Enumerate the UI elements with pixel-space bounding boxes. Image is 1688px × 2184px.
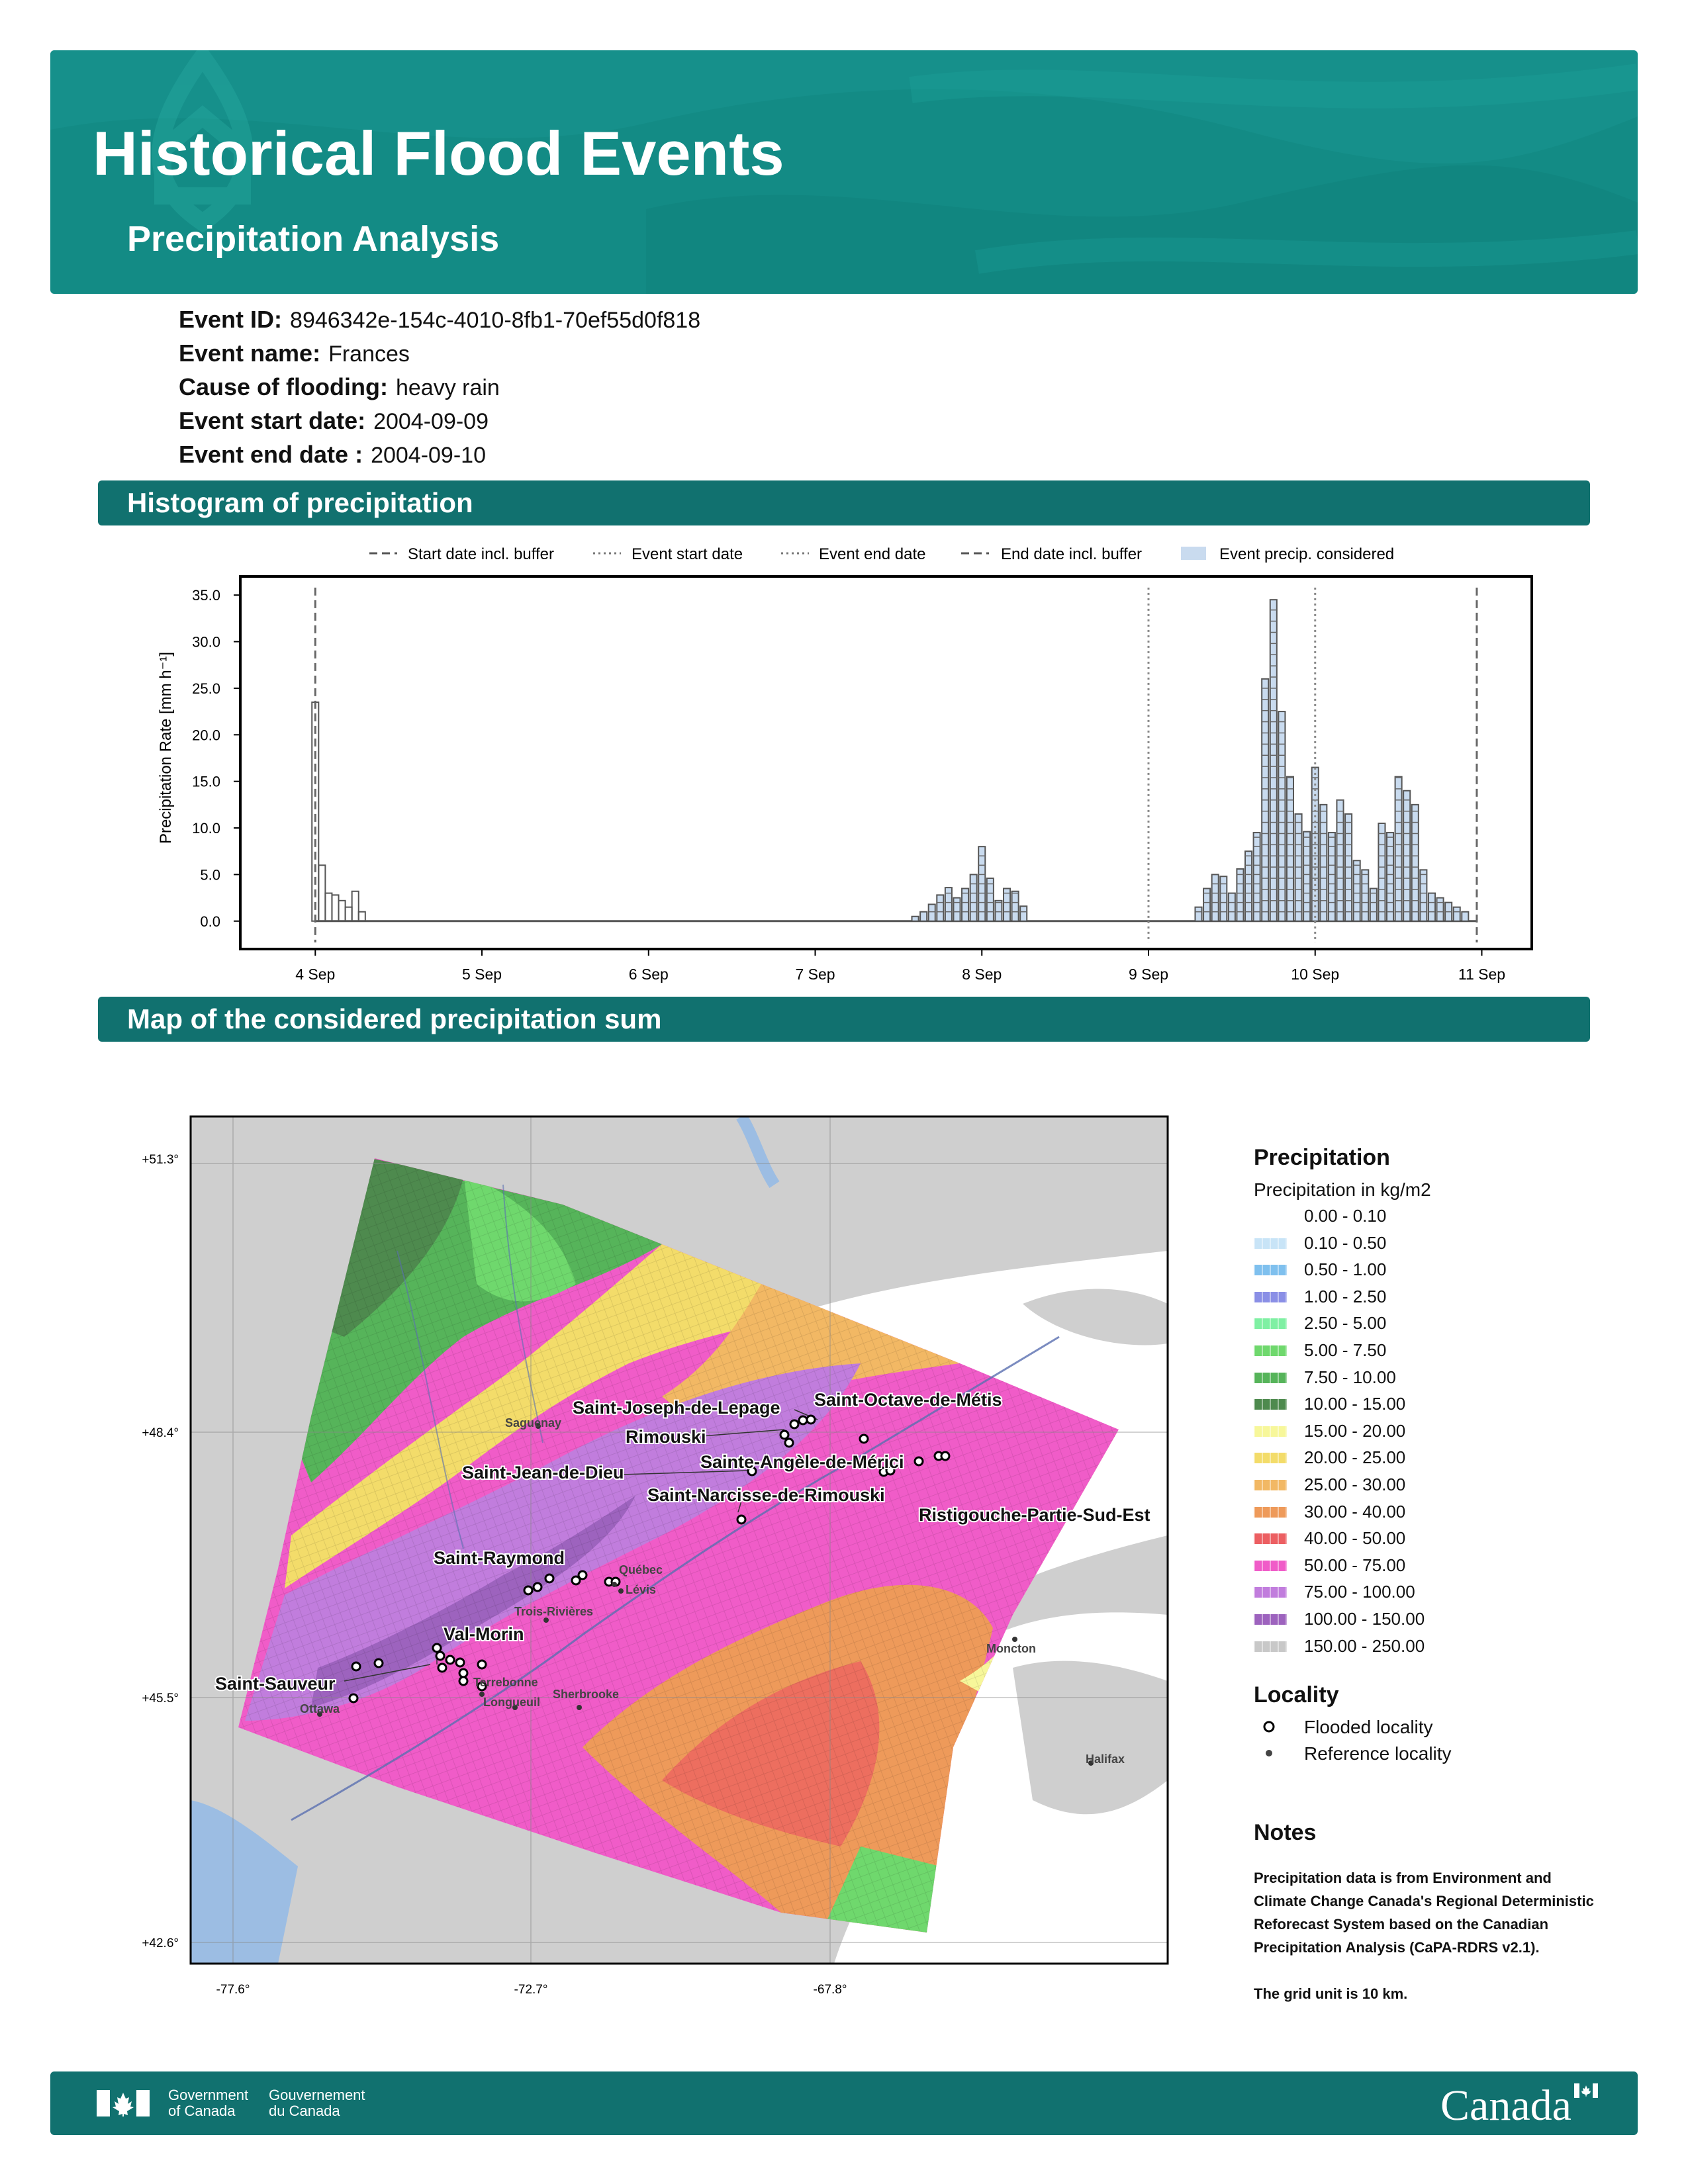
flooded-marker <box>790 1420 798 1428</box>
flooded-marker <box>545 1574 553 1582</box>
reference-marker <box>1012 1637 1017 1642</box>
flooded-marker <box>807 1416 815 1424</box>
event-name-row <box>179 340 410 367</box>
y-tick-label: 5.0 <box>200 866 220 884</box>
legend-swatch <box>1254 1426 1287 1437</box>
histogram-bar <box>995 901 1002 921</box>
legend-event-end: Event end date <box>819 545 926 563</box>
histogram-bar <box>1220 876 1227 921</box>
legend-class-label: 15.00 - 20.00 <box>1304 1420 1406 1441</box>
legend-class-label: 50.00 - 75.00 <box>1304 1555 1406 1575</box>
legend-class-label: 1.00 - 2.50 <box>1304 1286 1387 1306</box>
legend-class-label: 2.50 - 5.00 <box>1304 1313 1387 1334</box>
x-tick-label: 8 Sep <box>962 966 1002 983</box>
legend-class-label: 20.00 - 25.00 <box>1304 1447 1406 1468</box>
gov-fr-line2: du Canada <box>269 2103 340 2119</box>
flooded-marker <box>446 1656 454 1664</box>
reference-label: Halifax <box>1086 1752 1125 1766</box>
histogram-bar <box>325 893 332 921</box>
footer-bar <box>50 2071 1638 2135</box>
flooded-locality-legend-label: Flooded locality <box>1304 1717 1433 1737</box>
legend-swatch <box>1254 1373 1287 1383</box>
flooded-marker <box>478 1661 486 1668</box>
flooded-marker <box>459 1669 467 1677</box>
flooded-marker <box>459 1677 467 1685</box>
flooded-marker <box>860 1435 868 1443</box>
precipitation-legend-title: Precipitation <box>1254 1145 1390 1170</box>
flooded-marker <box>436 1652 444 1660</box>
histogram-y-axis-label: Precipitation Rate [mm h⁻¹] <box>157 651 175 844</box>
reference-marker <box>577 1705 582 1710</box>
y-tick-label: 10.0 <box>192 820 220 837</box>
event-id-row <box>179 306 700 334</box>
legend-swatch <box>1254 1480 1287 1490</box>
legend-class-label: 25.00 - 30.00 <box>1304 1475 1406 1494</box>
legend-swatch <box>1254 1399 1287 1410</box>
histogram-bar <box>1336 800 1343 921</box>
locality-label: Sainte-Angèle-de-Mérici <box>700 1452 904 1472</box>
legend-class-label: 10.00 - 15.00 <box>1304 1394 1406 1414</box>
section-map-header: Map of the considered precipitation sum <box>98 997 1590 1042</box>
x-tick-label: 4 Sep <box>295 966 336 983</box>
histogram-bar <box>1454 907 1460 921</box>
locality-label: Saint-Joseph-de-Lepage <box>573 1398 780 1418</box>
flooded-marker <box>579 1571 586 1579</box>
histogram-bar <box>1420 870 1427 921</box>
locality-label: Saint-Sauveur <box>215 1674 336 1694</box>
reference-marker <box>543 1617 549 1623</box>
y-tick-label: 35.0 <box>192 587 220 604</box>
histogram-bar <box>945 887 952 921</box>
legend-swatch <box>1254 1265 1287 1275</box>
histogram-bar <box>312 702 318 921</box>
histogram-bar <box>1229 893 1235 921</box>
event-name-label: Event name: <box>179 340 321 367</box>
lon-tick: -72.7° <box>514 1983 548 1997</box>
lat-tick: +42.6° <box>142 1936 179 1950</box>
gov-en-line2: of Canada <box>168 2103 236 2119</box>
canada-wordmark: Canada <box>1440 2081 1571 2130</box>
histogram-bar <box>1245 851 1252 921</box>
histogram-bar <box>1237 869 1243 921</box>
legend-swatch <box>1254 1614 1287 1625</box>
flooded-marker <box>456 1659 464 1666</box>
legend-swatch <box>1254 1238 1287 1249</box>
legend-swatch <box>1254 1292 1287 1302</box>
legend-class-label: 7.50 - 10.00 <box>1304 1367 1396 1387</box>
legend-swatch <box>1254 1641 1287 1652</box>
event-id-label: Event ID: <box>179 306 283 333</box>
histogram-bar <box>1378 823 1385 921</box>
reference-label: Moncton <box>986 1642 1036 1655</box>
x-tick-label: 11 Sep <box>1458 966 1506 983</box>
legend-swatch <box>1254 1453 1287 1463</box>
flooded-marker <box>433 1644 441 1652</box>
event-end-label: Event end date : <box>179 441 363 468</box>
event-cause-label: Cause of flooding: <box>179 373 388 400</box>
legend-class-label: 40.00 - 50.00 <box>1304 1528 1406 1549</box>
flooded-marker <box>352 1662 360 1670</box>
flooded-marker <box>941 1452 949 1460</box>
histogram-bar <box>1303 832 1310 921</box>
histogram-bar <box>920 912 927 921</box>
legend-class-label: 75.00 - 100.00 <box>1304 1582 1415 1602</box>
legend-swatch <box>1254 1345 1287 1356</box>
y-tick-label: 30.0 <box>192 633 220 651</box>
histogram-bar <box>987 878 994 921</box>
reference-label: Lévis <box>626 1583 657 1596</box>
reference-locality-legend-icon <box>1261 1745 1277 1761</box>
histogram-bar <box>1395 777 1402 921</box>
flooded-marker <box>785 1439 793 1447</box>
histogram-legend <box>369 545 1394 563</box>
histogram-bar <box>339 901 346 921</box>
event-id-value: 8946342e-154c-4010-8fb1-70ef55d0f818 <box>290 308 701 333</box>
reference-marker <box>612 1582 617 1587</box>
histogram-bar <box>359 912 365 921</box>
legend-event-start: Event start date <box>632 545 743 563</box>
event-end-row <box>179 441 486 469</box>
histogram-bar <box>346 907 352 921</box>
histogram-bar <box>1195 907 1201 921</box>
y-tick-label: 20.0 <box>192 727 220 744</box>
legend-considered-swatch <box>1181 547 1206 560</box>
reference-label: Trois-Rivières <box>514 1605 594 1618</box>
flooded-marker <box>780 1431 788 1439</box>
histogram-bar <box>318 865 325 921</box>
locality-label: Rimouski <box>626 1427 706 1447</box>
histogram-bar <box>1020 906 1027 921</box>
reference-label: Ottawa <box>300 1702 340 1715</box>
lat-tick: +51.3° <box>142 1153 179 1167</box>
legend-swatch <box>1254 1561 1287 1571</box>
legend-class-label: 0.00 - 0.10 <box>1304 1206 1387 1226</box>
flooded-marker <box>438 1664 446 1672</box>
histogram-bar <box>1287 777 1293 921</box>
flooded-locality-legend-icon <box>1261 1719 1277 1735</box>
histogram-bar <box>332 895 338 921</box>
lat-tick: +45.5° <box>142 1692 179 1706</box>
y-tick-label: 25.0 <box>192 680 220 697</box>
event-cause-value: heavy rain <box>395 375 500 400</box>
histogram-bar <box>912 917 919 921</box>
x-tick-label: 10 Sep <box>1291 966 1340 983</box>
histogram-bar <box>929 904 935 921</box>
precipitation-legend-subtitle: Precipitation in kg/m2 <box>1254 1179 1431 1200</box>
histogram-bar <box>1012 891 1019 921</box>
legend-swatch <box>1254 1533 1287 1544</box>
x-tick-label: 9 Sep <box>1128 966 1169 983</box>
histogram-bar <box>1329 833 1335 921</box>
precipitation-histogram <box>0 529 1688 993</box>
histogram-bar <box>1362 870 1368 921</box>
x-tick-label: 7 Sep <box>795 966 835 983</box>
notes-grid-unit: The grid unit is 10 km. <box>1254 1985 1408 2002</box>
legend-class-label: 30.00 - 40.00 <box>1304 1501 1406 1522</box>
histogram-bar <box>1437 898 1444 921</box>
legend-swatch <box>1254 1318 1287 1329</box>
legend-swatch <box>1254 1507 1287 1518</box>
histogram-bar <box>1212 874 1219 921</box>
gov-en-line1: Government <box>168 2087 249 2103</box>
legend-class-label: 0.10 - 0.50 <box>1304 1232 1387 1253</box>
flooded-marker <box>524 1586 532 1594</box>
wordmark-flag-icon <box>1574 2083 1598 2098</box>
section-histogram-header: Histogram of precipitation <box>98 480 1590 525</box>
notes-body <box>1254 1866 1598 2005</box>
event-end-value: 2004-09-10 <box>371 443 486 468</box>
canada-flag-icon <box>97 2090 150 2116</box>
event-cause-row <box>179 373 500 401</box>
page-title: Historical Flood Events <box>93 118 784 188</box>
lat-tick: +48.4° <box>142 1426 179 1440</box>
legend-class-label: 5.00 - 7.50 <box>1304 1340 1387 1360</box>
legend-swatch <box>1254 1587 1287 1598</box>
lon-tick: -67.8° <box>813 1983 847 1997</box>
legend-class-label: 100.00 - 150.00 <box>1304 1609 1425 1629</box>
locality-label: Ristigouche-Partie-Sud-Est <box>919 1505 1150 1525</box>
legend-swatch <box>1254 1211 1287 1222</box>
y-tick-label: 0.0 <box>200 913 220 930</box>
flooded-marker <box>737 1516 745 1524</box>
histogram-bar <box>352 891 359 921</box>
legend-end-buffer: End date incl. buffer <box>1001 545 1143 563</box>
notes-title: Notes <box>1254 1820 1317 1845</box>
notes-data-source: Precipitation data is from Environment and Climate Change Canada's Regional Deterministic Reforecast System based on the Canadian Precipitation Analysis (CaPA-RDRS v2.1). <box>1254 1870 1594 1956</box>
reference-label: Longueuil <box>483 1696 540 1709</box>
locality-label: Saint-Octave-de-Métis <box>814 1390 1002 1410</box>
flooded-marker <box>915 1457 923 1465</box>
locality-legend-title: Locality <box>1254 1682 1339 1707</box>
histogram-bar <box>1270 600 1277 921</box>
precipitation-map <box>0 1085 1192 2012</box>
histogram-bar <box>970 874 977 921</box>
histogram-bar <box>937 895 943 921</box>
nova-scotia <box>1013 1661 1168 1815</box>
event-start-row <box>179 407 489 435</box>
page-subtitle: Precipitation Analysis <box>127 219 500 259</box>
locality-label: Saint-Raymond <box>434 1548 565 1568</box>
event-start-label: Event start date: <box>179 407 366 434</box>
flooded-marker <box>534 1583 541 1591</box>
flooded-marker <box>350 1694 357 1702</box>
legend-considered: Event precip. considered <box>1219 545 1395 563</box>
flooded-marker <box>799 1416 807 1424</box>
x-tick-label: 5 Sep <box>461 966 502 983</box>
histogram-bar <box>1462 912 1468 921</box>
histogram-marks <box>192 587 1505 983</box>
reference-label: Sherbrooke <box>553 1688 620 1701</box>
histogram-bar <box>953 898 960 921</box>
event-start-value: 2004-09-09 <box>373 409 489 434</box>
locality-label: Saint-Narcisse-de-Rimouski <box>647 1485 885 1505</box>
x-tick-label: 6 Sep <box>628 966 669 983</box>
histogram-bar <box>1429 893 1435 921</box>
reference-label: Saguenay <box>505 1416 562 1430</box>
locality-label: Saint-Jean-de-Dieu <box>462 1463 624 1482</box>
lon-tick: -77.6° <box>216 1983 250 1997</box>
reference-marker <box>618 1588 624 1594</box>
histogram-bar <box>1254 833 1260 921</box>
locality-label: Val-Morin <box>444 1624 524 1644</box>
flooded-marker <box>375 1659 383 1667</box>
reference-locality-legend-label: Reference locality <box>1304 1743 1452 1764</box>
legend-class-label: 150.00 - 250.00 <box>1304 1635 1425 1656</box>
gov-fr-line1: Gouvernement <box>269 2087 365 2103</box>
y-tick-label: 15.0 <box>192 773 220 790</box>
event-name-value: Frances <box>328 341 410 367</box>
reference-label: Terrebonne <box>473 1676 538 1689</box>
reference-label: Québec <box>619 1563 663 1576</box>
histogram-bar <box>1387 833 1393 921</box>
legend-start-buffer: Start date incl. buffer <box>408 545 555 563</box>
legend-class-label: 0.50 - 1.00 <box>1304 1259 1387 1280</box>
